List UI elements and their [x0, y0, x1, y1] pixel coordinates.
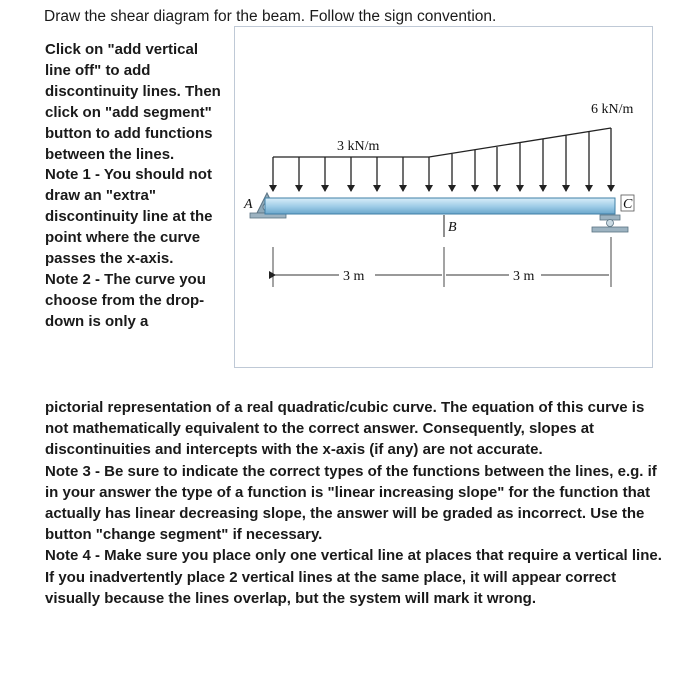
instruction-note-4: Note 4 - Make sure you place only one vertical line at places that require a vertical line. If you inadvertently place 2 vertical lines at the same place, it will appear correct visually because the lines overlap, but the system will mark it wrong.	[45, 547, 662, 607]
load-label-left: 3 kN/m	[337, 139, 380, 154]
instruction-note-2-tail: pictorial representation of a real quadratic/cubic curve. The equation of this curve is not mathematically equivalent to the correct answer. Consequently, slopes at discontinuities and intercepts with the x-axis (if any) are not accurate.	[45, 399, 645, 459]
beam-diagram	[235, 27, 654, 369]
span-label-ab: 3 m	[343, 269, 365, 284]
dimension-lines	[273, 237, 611, 287]
distributed-load	[273, 128, 611, 157]
beam	[265, 198, 615, 214]
point-label-b: B	[448, 220, 457, 235]
point-label-a: A	[244, 197, 253, 212]
roller-support-c	[592, 215, 628, 232]
instructions-side	[45, 40, 227, 333]
instructions-bottom	[45, 397, 665, 609]
load-arrows	[273, 128, 611, 191]
point-label-c: C	[623, 197, 633, 212]
span-label-bc: 3 m	[513, 269, 535, 284]
instruction-note-1: Note 1 - You should not draw an "extra" discontinuity line at the point where the curve passes the x-axis.	[45, 166, 213, 268]
instruction-note-3: Note 3 - Be sure to indicate the correct types of the functions between the lines, e.g. if in your answer the type of a function is "linear increasing slope" for the function that actually has linear decreasing slope, the answer will be graded as incorrect. Use the button "change segment" if necessary.	[45, 462, 657, 544]
instruction-intro: Click on "add vertical line off" to add discontinuity lines. Then click on "add segment" button to add functions between the lines.	[45, 41, 221, 163]
beam-figure	[234, 26, 653, 368]
load-label-right: 6 kN/m	[591, 102, 634, 117]
question-title: Draw the shear diagram for the beam. Follow the sign convention.	[44, 8, 497, 25]
instruction-note-2-head: Note 2 - The curve you choose from the drop-down is only a	[45, 270, 206, 330]
